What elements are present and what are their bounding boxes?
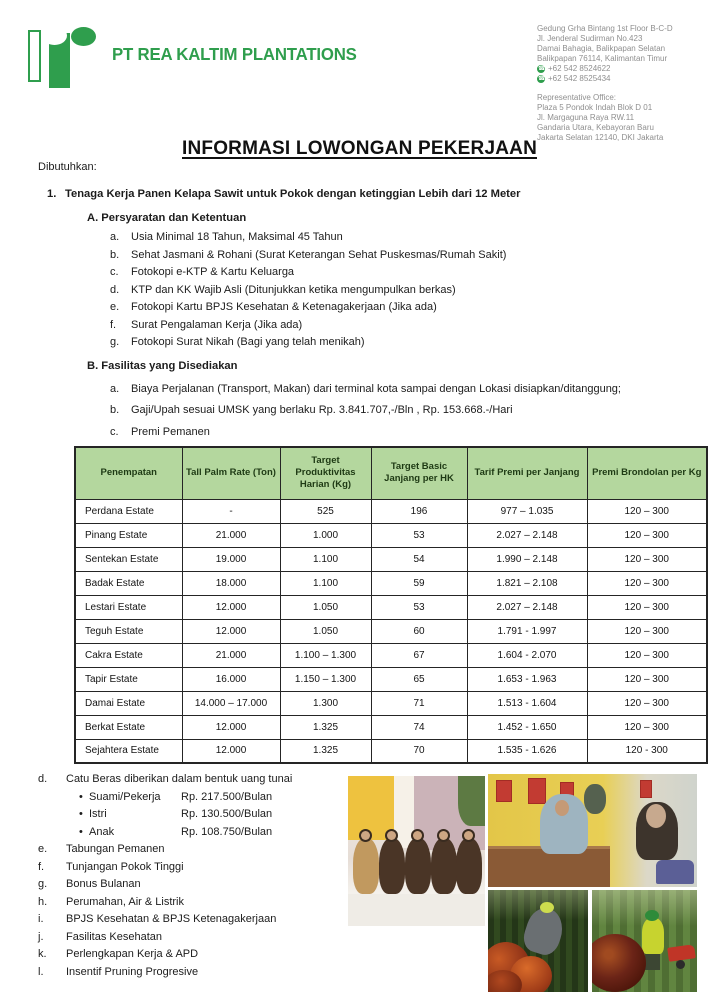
table-cell-produktivitas: 1.100: [280, 571, 371, 595]
table-cell-rate: 12.000: [182, 619, 280, 643]
table-cell-tarif-premi: 1.604 - 2.070: [467, 643, 587, 667]
benefits-section: [38, 771, 368, 981]
table-cell-premi-brondolan: 120 – 300: [587, 595, 707, 619]
list-item-label: b.: [110, 404, 120, 416]
table-cell-rate: 21.000: [182, 643, 280, 667]
logo-white-dot: [42, 26, 67, 45]
table-header-row: [75, 447, 707, 499]
table-cell-produktivitas: 1.325: [280, 715, 371, 739]
premi-table: [74, 446, 708, 764]
table-cell-rate: 14.000 – 17.000: [182, 691, 280, 715]
table-cell-premi-brondolan: 120 – 300: [587, 667, 707, 691]
list-item: [110, 400, 702, 422]
list-item-label: f.: [110, 318, 117, 331]
person-silhouette: [405, 838, 431, 894]
table-cell-janjang-hk: 53: [371, 523, 467, 547]
table-row: [75, 667, 707, 691]
list-item-text: Surat Pengalaman Kerja (Jika ada): [131, 318, 303, 331]
table-cell-janjang-hk: 65: [371, 667, 467, 691]
table-cell-produktivitas: 1.050: [280, 619, 371, 643]
list-item-text: Premi Pemanen: [131, 425, 210, 438]
requirements-list: [38, 229, 702, 352]
list-item: [38, 894, 368, 912]
phone-line-2: [537, 74, 715, 84]
table-cell-premi-brondolan: 120 – 300: [587, 691, 707, 715]
table-cell-premi-brondolan: 120 - 300: [587, 739, 707, 763]
table-cell-produktivitas: 1.000: [280, 523, 371, 547]
list-item-text: Biaya Perjalanan (Transport, Makan) dari terminal kota sampai dengan Lokasi disiapkan/ditanggung;: [131, 382, 621, 395]
list-item-label: j.: [38, 930, 44, 943]
table-row: [75, 715, 707, 739]
photo-shape: [540, 902, 554, 913]
beneficiary-name: Anak: [89, 825, 115, 838]
list-item-label: e.: [38, 843, 48, 855]
list-item-label: l.: [38, 965, 44, 978]
rep-office-lines: [537, 93, 715, 143]
table-cell-premi-brondolan: 120 – 300: [587, 643, 707, 667]
address-line: Balikpapan 76114, Kalimantan Timur: [537, 54, 668, 63]
facilities-list: [38, 379, 702, 444]
table-cell-rate: 18.000: [182, 571, 280, 595]
bullet-icon: •: [79, 808, 83, 820]
list-item-text: KTP dan KK Wajib Asli (Ditunjukkan ketika mengumpulkan berkas): [131, 283, 456, 296]
table-cell-penempatan: Badak Estate: [75, 571, 182, 595]
person-silhouette: [540, 794, 588, 854]
table-cell-premi-brondolan: 120 – 300: [587, 547, 707, 571]
list-item: [110, 379, 702, 401]
table-cell-tarif-premi: 1.513 - 1.604: [467, 691, 587, 715]
list-item: [38, 911, 368, 929]
table-row: [75, 499, 707, 523]
table-cell-penempatan: Lestari Estate: [75, 595, 182, 619]
list-item-label: c.: [110, 425, 119, 438]
list-item-text: Fotokopi e-KTP & Kartu Keluarga: [131, 266, 295, 278]
table-cell-produktivitas: 1.050: [280, 595, 371, 619]
palm-harvest-photo-2: [592, 890, 697, 992]
list-item-text: Tunjangan Pokok Tinggi: [66, 860, 184, 873]
table-row: [75, 595, 707, 619]
allowance-amount: Rp. 130.500/Bulan: [181, 808, 273, 820]
table-cell-rate: 19.000: [182, 547, 280, 571]
table-cell-tarif-premi: 2.027 – 2.148: [467, 523, 587, 547]
photo-shape: [645, 910, 659, 921]
person-silhouette: [379, 838, 405, 894]
photo-shape: [458, 776, 485, 826]
photo-shape: [656, 860, 694, 884]
table-cell-tarif-premi: 1.791 - 1.997: [467, 619, 587, 643]
company-logo: [28, 26, 112, 90]
list-item-text: Fotokopi Kartu BPJS Kesehatan & Ketenagakerjaan (Jika ada): [131, 301, 437, 313]
list-item: [38, 859, 368, 877]
list-item-text: BPJS Kesehatan & BPJS Ketenagakerjaan: [66, 913, 277, 925]
job-heading: [38, 187, 702, 202]
table-cell-tarif-premi: 1.653 - 1.963: [467, 667, 587, 691]
table-cell-rate: -: [182, 499, 280, 523]
table-cell-premi-brondolan: 120 – 300: [587, 715, 707, 739]
list-item-text: Perumahan, Air & Listrik: [66, 895, 184, 908]
address-line: Plaza 5 Pondok Indah Blok D 01: [537, 103, 653, 112]
table-cell-rate: 12.000: [182, 595, 280, 619]
phone-line-1: [537, 64, 715, 74]
table-header-cell: Penempatan: [75, 447, 182, 499]
list-item-label: h.: [38, 895, 48, 908]
list-item-label: a.: [110, 382, 120, 395]
table-header-cell: Tarif Premi per Janjang: [467, 447, 587, 499]
list-item-label: b.: [110, 248, 120, 261]
table-cell-tarif-premi: 1.452 - 1.650: [467, 715, 587, 739]
table-header-cell: Target Produktivitas Harian (Kg): [280, 447, 371, 499]
address-lines: [537, 24, 715, 64]
bullet-icon: •: [79, 825, 83, 838]
table-cell-premi-brondolan: 120 – 300: [587, 571, 707, 595]
table-row: [75, 643, 707, 667]
photo-shape: [640, 780, 652, 798]
table-cell-janjang-hk: 60: [371, 619, 467, 643]
beneficiary-name: Istri: [89, 808, 107, 820]
table-cell-produktivitas: 1.150 – 1.300: [280, 667, 371, 691]
health-check-photo: [488, 774, 697, 887]
allowance-amount: Rp. 217.500/Bulan: [181, 790, 273, 803]
table-cell-tarif-premi: 977 – 1.035: [467, 499, 587, 523]
table-cell-produktivitas: 1.300: [280, 691, 371, 715]
address-line: Jl. Margaguna Raya RW.11: [537, 113, 635, 122]
list-item-label: f.: [38, 860, 45, 873]
table-cell-penempatan: Perdana Estate: [75, 499, 182, 523]
table-cell-rate: 12.000: [182, 739, 280, 763]
table-row: [75, 739, 707, 763]
palm-harvest-photo-1: [488, 890, 588, 992]
phone-number: +62 542 8525434: [548, 74, 611, 83]
list-item: [110, 422, 702, 444]
table-cell-premi-brondolan: 120 – 300: [587, 499, 707, 523]
table-cell-penempatan: Sejahtera Estate: [75, 739, 182, 763]
table-cell-rate: 12.000: [182, 715, 280, 739]
photo-shape: [528, 778, 546, 804]
person-silhouette: [636, 802, 678, 860]
phone-number: +62 542 8524622: [548, 64, 611, 73]
table-cell-janjang-hk: 71: [371, 691, 467, 715]
list-item-label: d.: [110, 283, 120, 296]
table-header-cell: Premi Brondolan per Kg: [587, 447, 707, 499]
company-address-block: [537, 24, 715, 143]
palm-fruit-bunch: [592, 934, 646, 992]
rice-allowance-item: [79, 806, 368, 824]
section-b-heading: B. Fasilitas yang Disediakan: [87, 359, 238, 372]
table-cell-tarif-premi: 1.990 – 2.148: [467, 547, 587, 571]
person-silhouette: [642, 918, 664, 954]
list-item-label: g.: [110, 336, 120, 348]
table-cell-janjang-hk: 70: [371, 739, 467, 763]
table-header-cell: Tall Palm Rate (Ton): [182, 447, 280, 499]
address-line: Representative Office:: [537, 93, 617, 102]
table-cell-tarif-premi: 1.535 - 1.626: [467, 739, 587, 763]
list-item-label: g.: [38, 878, 48, 890]
table-cell-penempatan: Sentekan Estate: [75, 547, 182, 571]
list-item-text: Perlengkapan Kerja & APD: [66, 948, 199, 960]
rice-allowance-item: [79, 824, 368, 842]
list-item: [110, 317, 702, 335]
person-silhouette: [353, 838, 379, 894]
table-row: [75, 619, 707, 643]
table-row: [75, 691, 707, 715]
table-cell-penempatan: Cakra Estate: [75, 643, 182, 667]
table-cell-tarif-premi: 1.821 – 2.108: [467, 571, 587, 595]
table-cell-penempatan: Damai Estate: [75, 691, 182, 715]
list-item-text: Bonus Bulanan: [66, 878, 141, 890]
list-item-text: Usia Minimal 18 Tahun, Maksimal 45 Tahun: [131, 231, 343, 243]
address-line: Damai Bahagia, Balikpapan Selatan: [537, 44, 666, 53]
photo-shape: [348, 894, 485, 926]
table-cell-penempatan: Pinang Estate: [75, 523, 182, 547]
phone-icon: [537, 65, 545, 73]
address-line: Jakarta Selatan 12140, DKI Jakarta: [537, 133, 664, 142]
list-item-label: k.: [38, 948, 47, 960]
table-cell-produktivitas: 525: [280, 499, 371, 523]
list-item-label: d.: [38, 773, 48, 785]
person-silhouette: [431, 838, 457, 894]
list-item: [110, 247, 702, 265]
table-cell-janjang-hk: 53: [371, 595, 467, 619]
list-item-text: Gaji/Upah sesuai UMSK yang berlaku Rp. 3.841.707,-/Bln , Rp. 153.668.-/Hari: [131, 404, 513, 416]
logo-green-dot: [71, 27, 96, 46]
list-item-label: i.: [38, 913, 44, 925]
table-cell-produktivitas: 1.325: [280, 739, 371, 763]
table-cell-janjang-hk: 67: [371, 643, 467, 667]
photo-shape: [645, 952, 660, 970]
table-row: [75, 523, 707, 547]
list-item: [110, 264, 702, 282]
table-cell-rate: 21.000: [182, 523, 280, 547]
table-row: [75, 547, 707, 571]
photo-shape: [676, 960, 685, 969]
list-item: [38, 841, 368, 859]
table-cell-penempatan: Berkat Estate: [75, 715, 182, 739]
list-item: [38, 964, 368, 982]
allowance-amount: Rp. 108.750/Bulan: [181, 825, 273, 838]
other-benefits-list: [38, 841, 368, 981]
list-item: [38, 876, 368, 894]
list-item: [110, 282, 702, 300]
list-item-text: Fotokopi Surat Nikah (Bagi yang telah menikah): [131, 336, 365, 348]
beneficiary-name: Suami/Pekerja: [89, 790, 161, 803]
rice-benefit-heading: [38, 771, 368, 789]
rice-allowance-item: [79, 789, 368, 807]
table-cell-penempatan: Tapir Estate: [75, 667, 182, 691]
list-item: [110, 299, 702, 317]
list-item-text: Insentif Pruning Progresive: [66, 965, 199, 978]
table-cell-penempatan: Teguh Estate: [75, 619, 182, 643]
rice-allowance-list: [38, 789, 368, 842]
logo-outline-bar: [28, 30, 41, 82]
bullet-icon: •: [79, 790, 83, 803]
photo-shape: [496, 780, 512, 802]
table-cell-rate: 16.000: [182, 667, 280, 691]
job-title: Tenaga Kerja Panen Kelapa Sawit untuk Pokok dengan ketinggian Lebih dari 12 Meter: [65, 188, 521, 200]
list-item-label: a.: [110, 231, 120, 243]
table-cell-tarif-premi: 2.027 – 2.148: [467, 595, 587, 619]
table-cell-produktivitas: 1.100: [280, 547, 371, 571]
table-cell-premi-brondolan: 120 – 300: [587, 619, 707, 643]
address-line: Gedung Grha Bintang 1st Floor B-C-D: [537, 24, 673, 33]
person-silhouette: [584, 784, 606, 814]
company-name: PT REA KALTIM PLANTATIONS: [112, 44, 357, 64]
phone-icon: [537, 75, 545, 83]
list-item-label: e.: [110, 301, 120, 313]
list-item: [38, 929, 368, 947]
page-title: INFORMASI LOWONGAN PEKERJAAN: [182, 138, 537, 159]
table-cell-janjang-hk: 196: [371, 499, 467, 523]
table-header-cell: Target Basic Janjang per HK: [371, 447, 467, 499]
address-line: Gandaria Utara, Kebayoran Baru: [537, 123, 654, 132]
list-item-label: c.: [110, 266, 119, 278]
table-cell-janjang-hk: 54: [371, 547, 467, 571]
table-cell-produktivitas: 1.100 – 1.300: [280, 643, 371, 667]
table-cell-janjang-hk: 74: [371, 715, 467, 739]
job-number: 1.: [47, 188, 57, 200]
list-item: [38, 946, 368, 964]
list-item-text: Catu Beras diberikan dalam bentuk uang tunai: [66, 773, 293, 785]
section-a-heading: A. Persyaratan dan Ketentuan: [87, 212, 247, 224]
address-line: Jl. Jenderal Sudirman No.423: [537, 34, 643, 43]
list-item-text: Fasilitas Kesehatan: [66, 930, 162, 943]
table-cell-premi-brondolan: 120 – 300: [587, 523, 707, 547]
table-cell-janjang-hk: 59: [371, 571, 467, 595]
table-row: [75, 571, 707, 595]
intro-text: Dibutuhkan:: [38, 161, 97, 173]
list-item: [110, 334, 702, 352]
list-item-text: Sehat Jasmani & Rohani (Surat Keterangan Sehat Puskesmas/Rumah Sakit): [131, 248, 507, 261]
list-item: [110, 229, 702, 247]
recruits-group-photo: [348, 776, 485, 926]
person-silhouette: [456, 838, 482, 894]
list-item-text: Tabungan Pemanen: [66, 843, 165, 855]
